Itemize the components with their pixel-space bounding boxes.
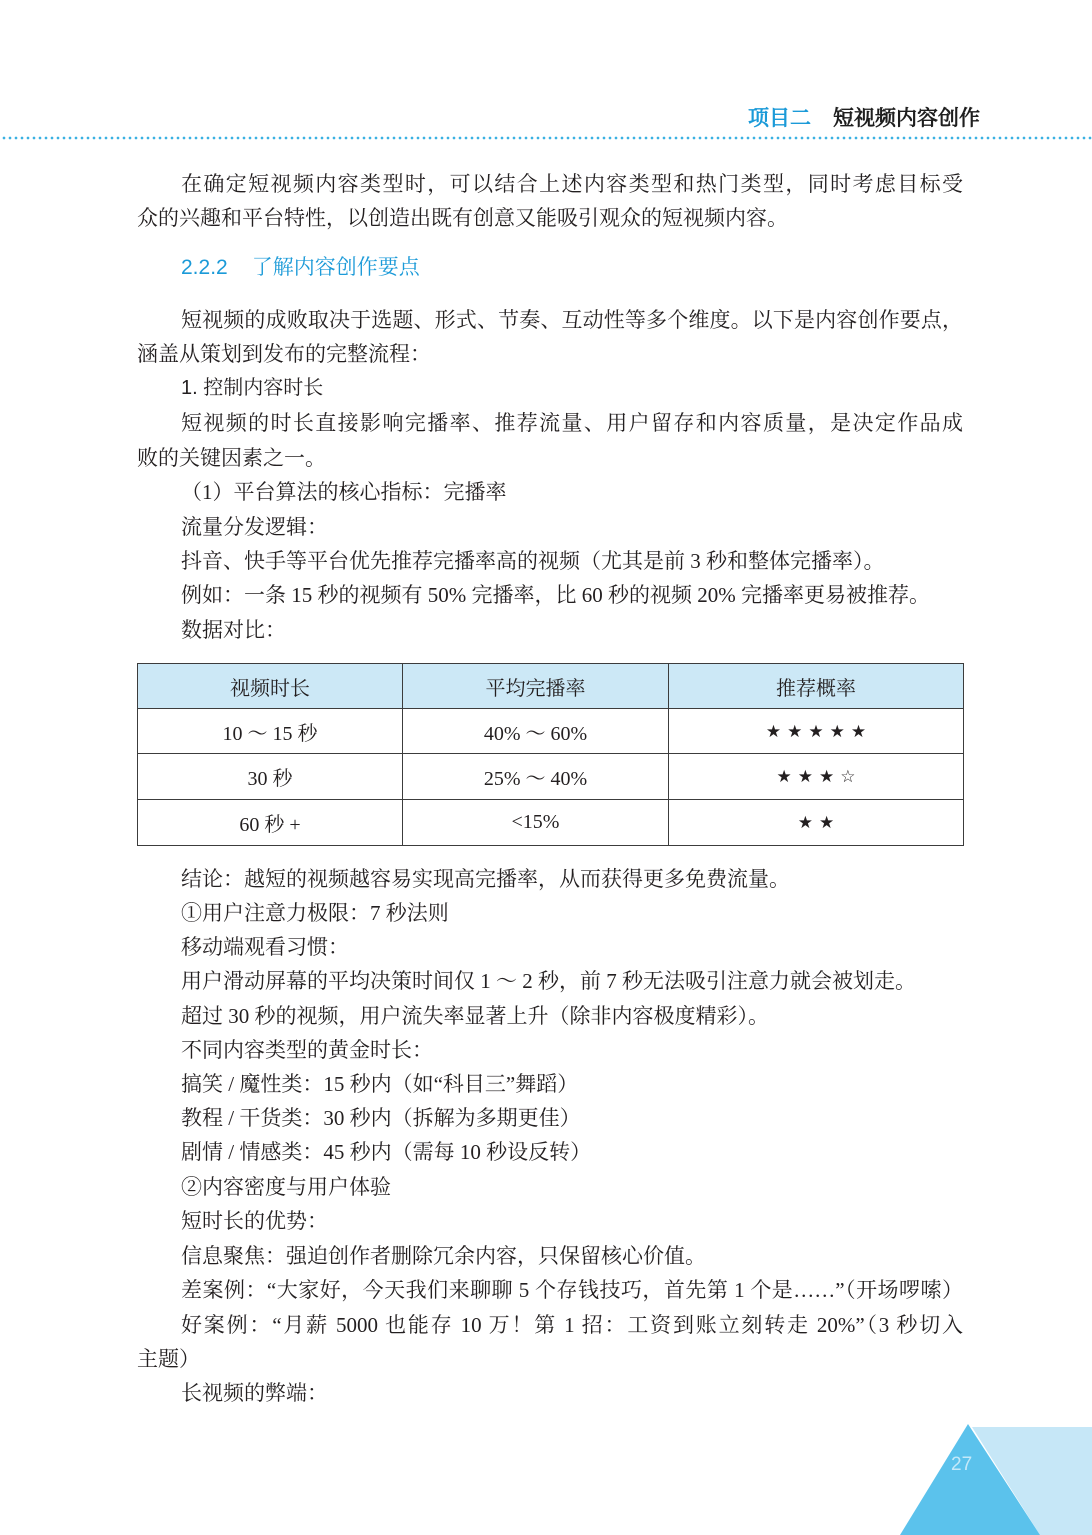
table-cell-duration: 10 ～ 15 秒 (138, 709, 403, 754)
rating-stars: ★★★★★ (765, 721, 873, 742)
table-cell-completion-rate: 40% ～ 60% (403, 709, 669, 754)
rating-stars: ★★★☆ (776, 767, 862, 787)
paragraph-line: ②内容密度与用户体验 (181, 1175, 391, 1199)
paragraph-line: 搞笑 / 魔性类：15 秒内（如“科目三”舞蹈） (181, 1072, 579, 1096)
corner-decoration (880, 1420, 1092, 1535)
paragraph-line: 短视频的时长直接影响完播率、推荐流量、用户留存和内容质量，是决定作品成 (181, 411, 963, 435)
paragraph-line: 败的关键因素之一。 (137, 446, 326, 470)
paragraph-line: 超过 30 秒的视频，用户流失率显著上升（除非内容极度精彩）。 (181, 1004, 769, 1028)
table-cell-completion-rate: <15% (403, 800, 669, 846)
table-cell-recommendation (669, 754, 964, 800)
paragraph-line: 差案例：“大家好，今天我们来聊聊 5 个存钱技巧，首先第 1 个是……”（开场啰嗦） (181, 1278, 963, 1302)
rating-stars: ★★ (797, 813, 841, 833)
table-cell-duration: 60 秒 + (138, 800, 403, 846)
paragraph-line: 众的兴趣和平台特性，以创造出既有创意又能吸引观众的短视频内容。 (137, 206, 788, 230)
table-header-row (138, 664, 964, 709)
table-header-cell: 推荐概率 (669, 664, 964, 709)
header-dotted-rule (0, 136, 1092, 140)
table-row (138, 709, 964, 754)
paragraph-line: 信息聚焦：强迫创作者删除冗余内容，只保留核心价值。 (181, 1244, 706, 1268)
paragraph-line: 长视频的弊端： (181, 1381, 328, 1405)
table-header-cell: 平均完播率 (403, 664, 669, 709)
paragraph-line: ①用户注意力极限：7 秒法则 (181, 901, 449, 925)
section-title: 了解内容创作要点 (251, 256, 420, 279)
table-header-cell: 视频时长 (138, 664, 403, 709)
paragraph-line: （1）平台算法的核心指标：完播率 (181, 480, 507, 504)
table-cell-recommendation (669, 709, 964, 754)
paragraph-line: 好案例：“月薪 5000 也能存 10 万！第 1 招：工资到账立刻转走 20%”（3 秒切入 (181, 1313, 963, 1337)
paragraph-line: 例如：一条 15 秒的视频有 50% 完播率，比 60 秒的视频 20% 完播率更易被推荐。 (181, 583, 930, 607)
paragraph-line: 短时长的优势： (181, 1209, 328, 1233)
paragraph-line: 剧情 / 情感类：45 秒内（需每 10 秒设反转） (181, 1140, 592, 1164)
subheading: 1. 控制内容时长 (181, 377, 324, 399)
paragraph-line: 抖音、快手等平台优先推荐完播率高的视频（尤其是前 3 秒和整体完播率）。 (181, 549, 885, 573)
chapter-title: 短视频内容创作 (833, 107, 980, 130)
running-header (748, 104, 980, 134)
paragraph-line: 流量分发逻辑： (181, 515, 328, 539)
paragraph-line: 涵盖从策划到发布的完整流程： (137, 342, 431, 366)
paragraph-line: 短视频的成败取决于选题、形式、节奏、互动性等多个维度。以下是内容创作要点， (181, 308, 963, 332)
section-heading (181, 251, 420, 285)
paragraph-line: 主题） (137, 1347, 200, 1371)
project-label: 项目二 (748, 107, 811, 130)
table-row (138, 800, 964, 846)
table-cell-completion-rate: 25% ～ 40% (403, 754, 669, 800)
paragraph-line: 在确定短视频内容类型时，可以结合上述内容类型和热门类型，同时考虑目标受 (181, 172, 963, 196)
comparison-table (137, 663, 964, 846)
page-number: 27 (951, 1454, 973, 1475)
paragraph-line: 用户滑动屏幕的平均决策时间仅 1 ～ 2 秒，前 7 秒无法吸引注意力就会被划走。 (181, 969, 916, 993)
table-cell-recommendation (669, 800, 964, 846)
paragraph-line: 数据对比： (181, 618, 286, 642)
paragraph-line: 教程 / 干货类：30 秒内（拆解为多期更佳） (181, 1106, 581, 1130)
section-number: 2.2.2 (181, 256, 228, 279)
paragraph-line: 结论：越短的视频越容易实现高完播率，从而获得更多免费流量。 (181, 867, 790, 891)
table-cell-duration: 30 秒 (138, 754, 403, 800)
table-row (138, 754, 964, 800)
paragraph-line: 移动端观看习惯： (181, 935, 349, 959)
paragraph-line: 不同内容类型的黄金时长： (181, 1038, 433, 1062)
